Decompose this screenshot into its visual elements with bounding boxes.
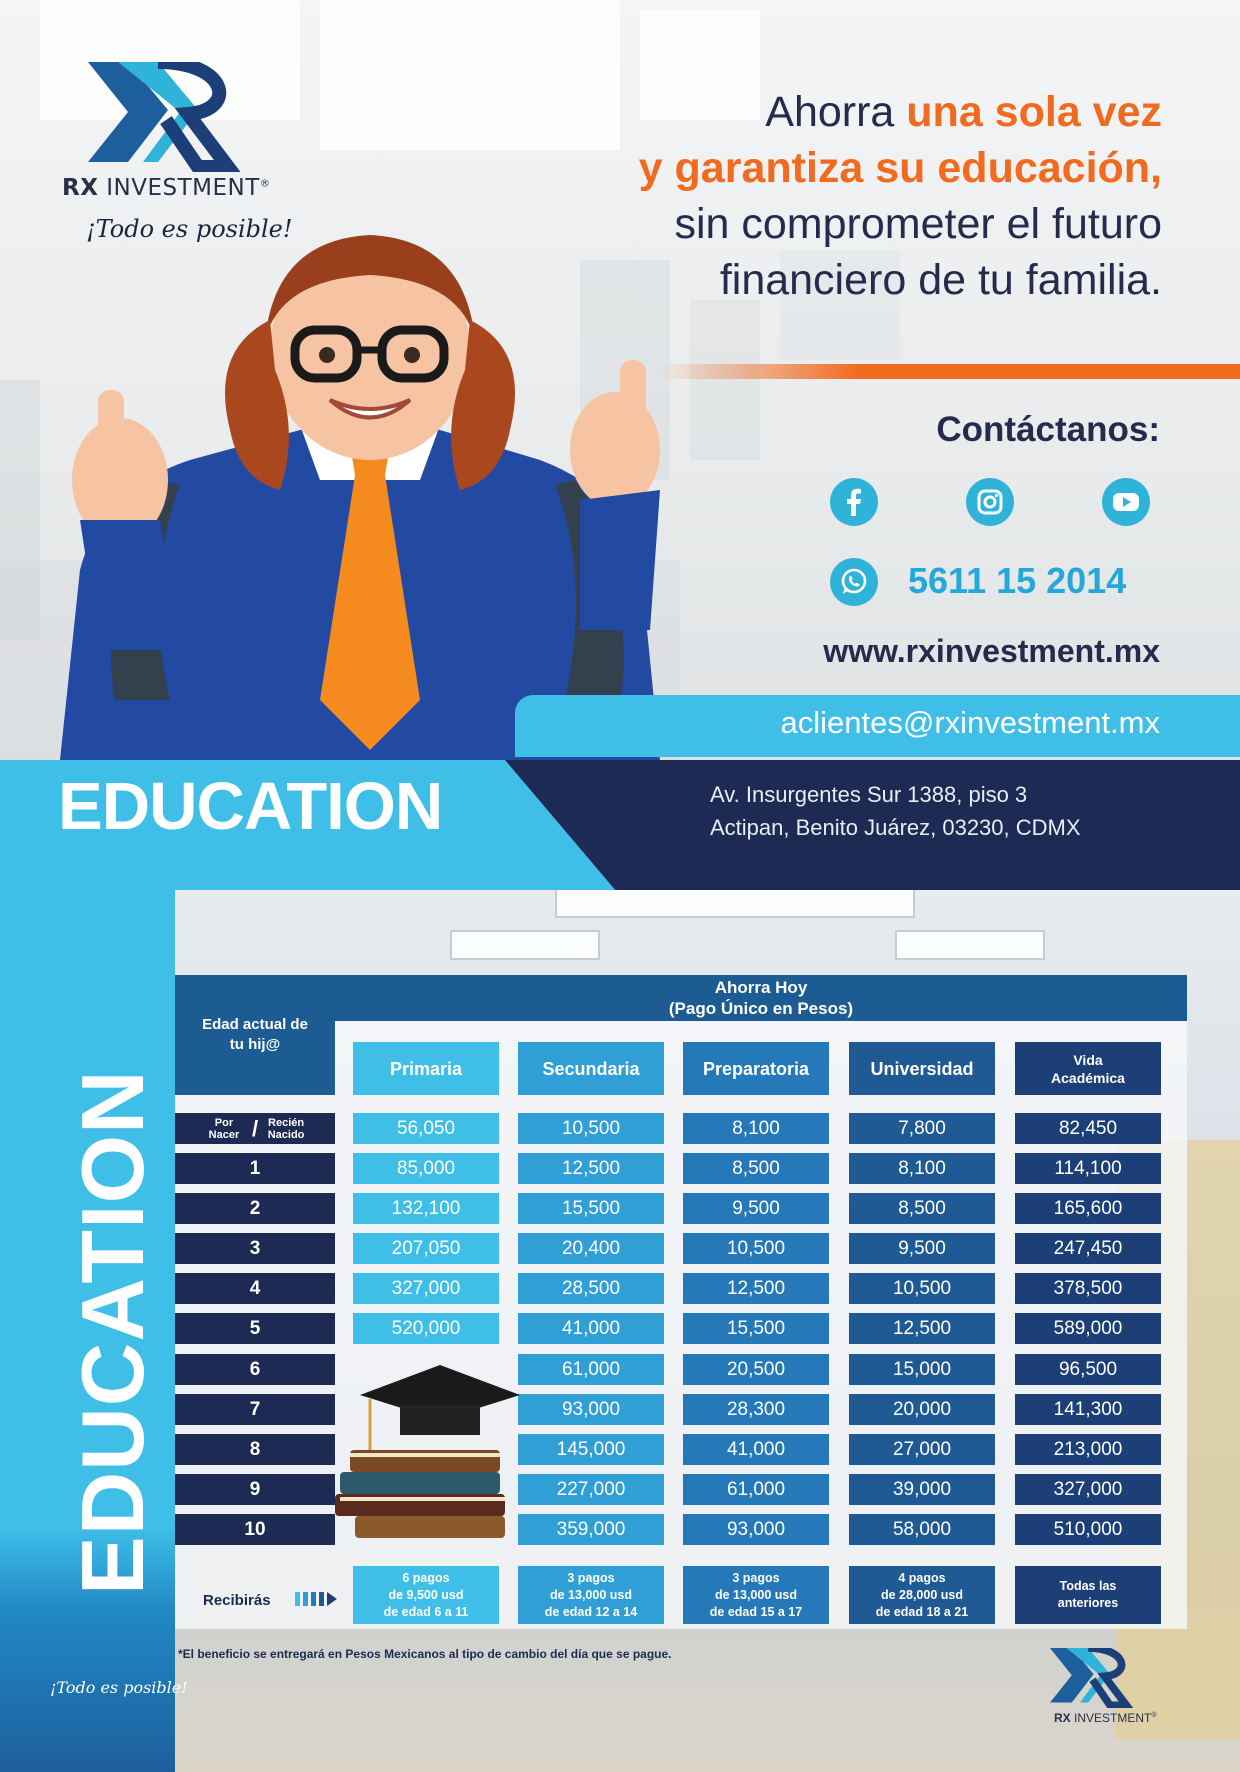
row-label: 5 (175, 1313, 335, 1344)
registered-mark-small: ® (1151, 1712, 1157, 1719)
row-label: 4 (175, 1273, 335, 1304)
brand-small-rest: INVESTMENT (1070, 1711, 1152, 1725)
table-cell: 10,500 (849, 1273, 995, 1304)
table-cell: 56,050 (353, 1113, 499, 1144)
receive-line: de edad 15 a 17 (709, 1604, 803, 1619)
table-cell: 15,500 (518, 1193, 664, 1224)
contact-title: Contáctanos: (936, 410, 1160, 449)
instagram-icon[interactable] (966, 478, 1014, 526)
age-header: Edad actual de tu hij@ (175, 975, 335, 1095)
table-cell: 589,000 (1015, 1313, 1161, 1344)
table-cell: 61,000 (683, 1474, 829, 1505)
receive-text (1058, 1578, 1118, 1612)
row-label: 3 (175, 1233, 335, 1264)
receive-line: 6 pagos (402, 1570, 450, 1585)
side-tagline: ¡Todo es posible! (50, 1678, 188, 1697)
row-label: 2 (175, 1193, 335, 1224)
table-cell: 520,000 (353, 1313, 499, 1344)
table-cell: 28,300 (683, 1394, 829, 1425)
table-cell: 359,000 (518, 1514, 664, 1545)
receive-line: de edad 6 a 11 (383, 1604, 469, 1619)
group-header-line1: Ahorra Hoy (714, 978, 808, 997)
table-cell: 61,000 (518, 1354, 664, 1385)
table-cell: 207,050 (353, 1233, 499, 1264)
receive-text (545, 1570, 637, 1621)
table-cell: 15,500 (683, 1313, 829, 1344)
column-header: Vida Académica (1015, 1042, 1161, 1095)
receive-text (876, 1570, 968, 1621)
brand-name (62, 175, 270, 201)
brand-name-small (1054, 1711, 1157, 1725)
receive-text (710, 1570, 802, 1621)
receive-line: de edad 12 a 14 (544, 1604, 638, 1619)
row-label: 1 (175, 1153, 335, 1184)
brand-name-rest: INVESTMENT (98, 175, 260, 201)
headline-line2: y garantiza su educación, (638, 144, 1162, 192)
row-label-newborn-text: Recién Nacido (267, 1116, 305, 1141)
arrow-icon (295, 1590, 339, 1612)
column-header: Secundaria (518, 1042, 664, 1095)
row-label-newborn (175, 1113, 335, 1144)
headline (639, 84, 1162, 308)
facebook-icon[interactable] (830, 478, 878, 526)
receive-label-text: Recibirás (203, 1591, 271, 1609)
table-cell: 327,000 (1015, 1474, 1161, 1505)
table-cell: 213,000 (1015, 1434, 1161, 1465)
receive-line: de edad 18 a 21 (875, 1604, 969, 1619)
receive-line: 3 pagos (567, 1570, 615, 1585)
headline-line1-plain: Ahorra (765, 88, 907, 136)
table-cell: 165,600 (1015, 1193, 1161, 1224)
brand-name-bold: RX (62, 175, 99, 201)
table-cell: 8,100 (683, 1113, 829, 1144)
orange-divider (658, 364, 1240, 379)
table-cell: 93,000 (683, 1514, 829, 1545)
receive-label (203, 1590, 339, 1612)
table-cell: 8,500 (849, 1193, 995, 1224)
headline-line3: sin comprometer el futuro (674, 200, 1162, 248)
column-header: Universidad (849, 1042, 995, 1095)
table-cell: 96,500 (1015, 1354, 1161, 1385)
receive-box (683, 1566, 829, 1624)
table-cell: 12,500 (683, 1273, 829, 1304)
registered-mark: ® (259, 178, 271, 190)
table-cell: 9,500 (849, 1233, 995, 1264)
column-header: Primaria (353, 1042, 499, 1095)
receive-line: 4 pagos (898, 1570, 946, 1585)
headline-line1-accent: una sola vez (906, 88, 1162, 136)
table-cell: 227,000 (518, 1474, 664, 1505)
table-cell: 82,450 (1015, 1113, 1161, 1144)
rx-logo-icon (88, 62, 253, 172)
address-line2: Actipan, Benito Juárez, 03230, CDMX (710, 815, 1081, 840)
row-label: 6 (175, 1354, 335, 1385)
headline-line4: financiero de tu familia. (719, 256, 1162, 304)
table-cell: 20,000 (849, 1394, 995, 1425)
side-title: EDUCATION (63, 1069, 162, 1595)
brand-small-bold: RX (1054, 1711, 1071, 1725)
table-cell: 41,000 (683, 1434, 829, 1465)
group-header (335, 975, 1187, 1021)
receive-line: de 28,000 usd (880, 1587, 963, 1602)
table-cell: 8,500 (683, 1153, 829, 1184)
youtube-icon[interactable] (1102, 478, 1150, 526)
column-header: Preparatoria (683, 1042, 829, 1095)
table-cell: 7,800 (849, 1113, 995, 1144)
receive-box (1015, 1566, 1161, 1624)
receive-box (518, 1566, 664, 1624)
rx-logo-small-icon (1050, 1648, 1140, 1708)
phone-number[interactable]: 5611 15 2014 (908, 560, 1127, 601)
table-cell: 85,000 (353, 1153, 499, 1184)
table-cell: 20,500 (683, 1354, 829, 1385)
table-cell: 510,000 (1015, 1514, 1161, 1545)
table-cell: 93,000 (518, 1394, 664, 1425)
row-label: 9 (175, 1474, 335, 1505)
table-cell: 145,000 (518, 1434, 664, 1465)
receive-box (353, 1566, 499, 1624)
table-cell: 28,500 (518, 1273, 664, 1304)
table-cell: 10,500 (683, 1233, 829, 1264)
table-cell: 20,400 (518, 1233, 664, 1264)
row-label: 7 (175, 1394, 335, 1425)
receive-line: Todas las (1059, 1579, 1117, 1593)
receive-line: de 13,000 usd (714, 1587, 797, 1602)
address (710, 778, 1081, 844)
row-label: 8 (175, 1434, 335, 1465)
table-cell: 132,100 (353, 1193, 499, 1224)
table-cell: 12,500 (518, 1153, 664, 1184)
row-label: 10 (175, 1514, 335, 1545)
table-cell: 247,450 (1015, 1233, 1161, 1264)
girl-photo (60, 230, 680, 760)
table-cell: 378,500 (1015, 1273, 1161, 1304)
slash-divider: / (251, 1115, 259, 1141)
brand-tagline: ¡Todo es posible! (86, 215, 293, 243)
table-cell: 41,000 (518, 1313, 664, 1344)
group-header-line2: (Pago Único en Pesos) (668, 999, 854, 1018)
receive-line: 3 pagos (732, 1570, 780, 1585)
table-cell: 12,500 (849, 1313, 995, 1344)
graduation-books-icon (330, 1365, 520, 1545)
table-cell: 58,000 (849, 1514, 995, 1545)
whatsapp-icon[interactable] (830, 558, 878, 606)
footnote: *El beneficio se entregará en Pesos Mexicanos al tipo de cambio del día que se pague. (178, 1647, 672, 1661)
receive-line: de 9,500 usd (388, 1587, 464, 1602)
receive-text (384, 1570, 469, 1621)
website-link[interactable]: www.rxinvestment.mx (823, 633, 1160, 669)
table-cell: 141,300 (1015, 1394, 1161, 1425)
table-cell: 27,000 (849, 1434, 995, 1465)
table-cell: 8,100 (849, 1153, 995, 1184)
table-cell: 327,000 (353, 1273, 499, 1304)
table-cell: 10,500 (518, 1113, 664, 1144)
address-line1: Av. Insurgentes Sur 1388, piso 3 (710, 782, 1028, 807)
section-title: EDUCATION (58, 769, 443, 844)
table-cell: 39,000 (849, 1474, 995, 1505)
table-cell: 9,500 (683, 1193, 829, 1224)
receive-box (849, 1566, 995, 1624)
table-cell: 15,000 (849, 1354, 995, 1385)
receive-line: de 13,000 usd (549, 1587, 632, 1602)
email-address[interactable]: aclientes@rxinvestment.mx (780, 705, 1160, 740)
receive-line: anteriores (1057, 1596, 1119, 1610)
row-label-unborn: Por Nacer (208, 1116, 240, 1141)
table-cell: 114,100 (1015, 1153, 1161, 1184)
